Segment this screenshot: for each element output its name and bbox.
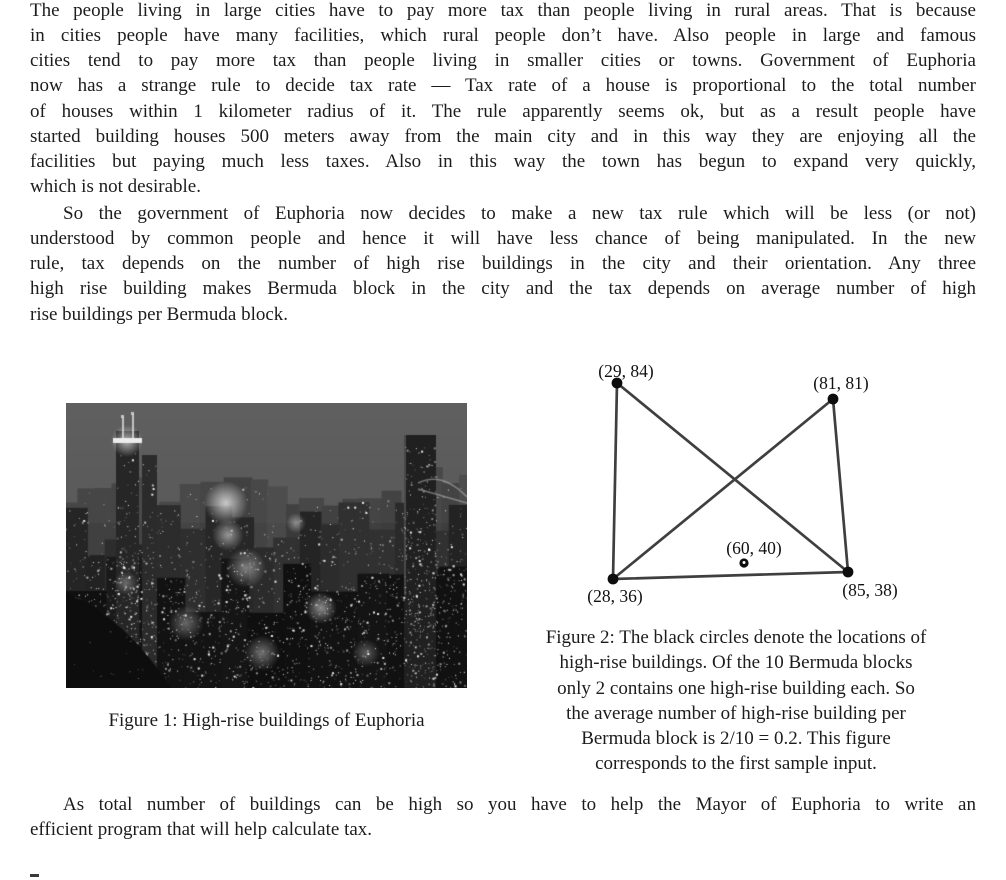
text-line: in cities people have many facilities, which rural people don’t have. Also people in large and famous (30, 25, 976, 47)
paragraph-task (30, 792, 976, 842)
text-line: started building houses 500 meters away from the main city and in this way they are enjoying all the (30, 125, 976, 147)
text-line: high rise building makes Bermuda block in the city and the tax depends on average number of high (30, 278, 976, 300)
text-line: efficient program that will help calculate tax. (30, 819, 373, 841)
point-coordinate-label: (28, 36) (587, 586, 643, 606)
paragraph-new-tax-rule (30, 201, 976, 327)
paragraph-intro (30, 0, 976, 199)
text-line: corresponds to the first sample input. (595, 753, 877, 775)
text-line: which is not desirable. (30, 176, 201, 198)
text-line: of houses within 1 kilometer radius of it. The rule apparently seems ok, but as a result people have (30, 100, 976, 122)
point-coordinate-label: (81, 81) (813, 373, 869, 393)
text-line: only 2 contains one high-rise building each. So (557, 677, 915, 699)
text-line: So the government of Euphoria now decides to make a new tax rule which will be less (or not) (63, 203, 976, 224)
text-line: rule, tax depends on the number of high rise buildings in the city and their orientation. Any three (30, 253, 976, 275)
text-line: Figure 2: The black circles denote the locations of (545, 627, 927, 648)
text-line: understood by common people and hence it will have less chance of being manipulated. In the new (30, 228, 976, 250)
figure1-caption: Figure 1: High-rise buildings of Euphoria (108, 710, 425, 731)
text-line: now has a strange rule to decide tax rate — Tax rate of a house is proportional to the total number (30, 75, 976, 97)
bermuda-edge-line (613, 399, 833, 579)
text-line: As total number of buildings can be high so you have to help the Mayor of Euphoria to write an (63, 794, 976, 815)
building-dot (608, 574, 619, 585)
bermuda-block-diagram (575, 352, 907, 610)
text-line: Bermuda block is 2/10 = 0.2. This figure (581, 728, 891, 750)
text-line: rise buildings per Bermuda block. (30, 303, 289, 325)
text-line: high-rise buildings. Of the 10 Bermuda blocks (559, 652, 913, 674)
point-coordinate-label: (85, 38) (842, 580, 898, 600)
building-dot (828, 394, 839, 405)
building-dot (843, 567, 854, 578)
bermuda-edge-line (833, 399, 848, 572)
bermuda-edge-line (613, 383, 617, 579)
point-coordinate-label: (29, 84) (598, 361, 654, 381)
building-dot-highlight (743, 561, 746, 564)
figure2-caption (492, 625, 980, 777)
text-line: the average number of high-rise building per (566, 702, 906, 724)
text-line: The people living in large cities have to pay more tax than people living in rural areas. That is because (30, 0, 976, 21)
point-coordinate-label: (60, 40) (726, 538, 782, 558)
text-line: cities tend to pay more tax than people living in smaller cities or towns. Government of Euphoria (30, 50, 976, 72)
text-line: facilities but paying much less taxes. Also in this way the town has begun to expand very quickly, (30, 150, 976, 172)
next-section-heading-fragment (30, 874, 39, 877)
city-night-photo (66, 403, 467, 688)
bermuda-edge-line (613, 572, 848, 579)
